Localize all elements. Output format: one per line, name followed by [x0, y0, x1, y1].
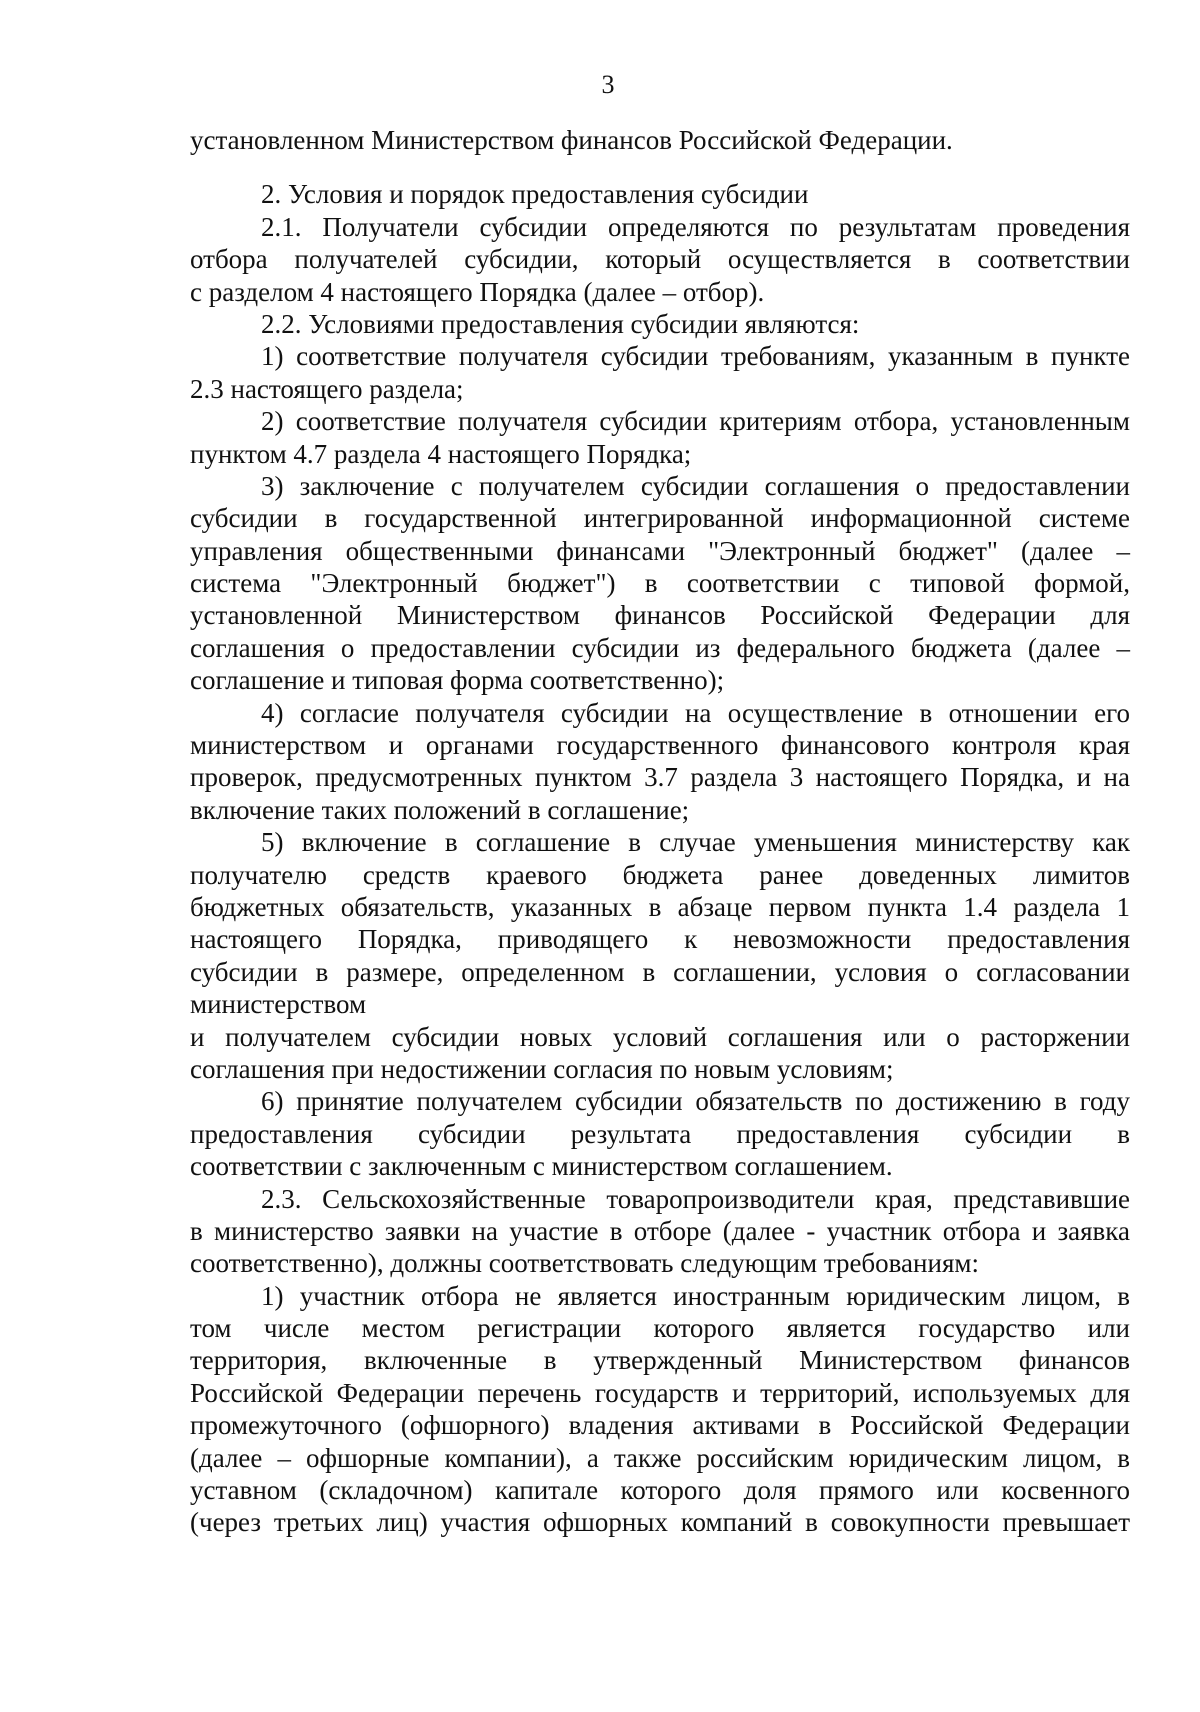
- text-line: территория, включенные в утвержденный Министерством финансов: [190, 1345, 1130, 1376]
- page-number: 3: [601, 70, 615, 99]
- text-line: включение таких положений в соглашение;: [190, 794, 690, 825]
- text-line: соглашения при недостижении согласия по новым условиям;: [190, 1053, 894, 1084]
- text-line: управления общественными финансами "Электронный бюджет" (далее –: [190, 535, 1130, 566]
- text-line: соответственно), должны соответствовать следующим требованиям:: [190, 1248, 979, 1279]
- text-line: в министерство заявки на участие в отборе (далее - участник отбора и заявка: [190, 1215, 1130, 1246]
- text-line: 5) включение в соглашение в случае уменьшения министерству как: [261, 827, 1130, 858]
- text-line: 2.2. Условиями предоставления субсидии являются:: [261, 308, 860, 339]
- text-line: (через третьих лиц) участия офшорных компаний в совокупности превышает: [190, 1507, 1130, 1538]
- text-line: установленной Министерством финансов Российской Федерации для: [190, 600, 1130, 631]
- text-line: 2) соответствие получателя субсидии критериям отбора, установленным: [261, 406, 1130, 437]
- text-line: получателю средств краевого бюджета ранее доведенных лимитов: [190, 859, 1130, 890]
- text-line: министерством и органами государственного финансового контроля края: [190, 730, 1130, 761]
- text-line: бюджетных обязательств, указанных в абзаце первом пункта 1.4 раздела 1: [190, 891, 1130, 922]
- text-line: 6) принятие получателем субсидии обязательств по достижению в году: [261, 1086, 1130, 1117]
- text-line: уставном (складочном) капитале которого доля прямого или косвенного: [190, 1475, 1130, 1506]
- text-line: 2.3. Сельскохозяйственные товаропроизводители края, представившие: [261, 1183, 1130, 1214]
- text-line: Российской Федерации перечень государств и территорий, используемых для: [190, 1377, 1130, 1408]
- text-line: соглашение и типовая форма соответственно);: [190, 665, 725, 696]
- text-line: 2.3 настоящего раздела;: [190, 373, 464, 404]
- text-line: настоящего Порядка, приводящего к невозможности предоставления: [190, 924, 1130, 955]
- text-line: 1) участник отбора не является иностранным юридическим лицом, в: [261, 1280, 1130, 1311]
- text-line: субсидии в государственной интегрированной информационной системе: [190, 503, 1130, 534]
- text-line: министерством: [190, 989, 367, 1020]
- text-line: пунктом 4.7 раздела 4 настоящего Порядка;: [190, 438, 692, 469]
- text-line: отбора получателей субсидии, который осуществляется в соответствии: [190, 244, 1130, 275]
- text-line: субсидии в размере, определенном в соглашении, условия о согласовании: [190, 956, 1130, 987]
- text-line: том числе местом регистрации которого является государство или: [190, 1313, 1130, 1344]
- text-line: система "Электронный бюджет") в соответствии с типовой формой,: [190, 568, 1130, 599]
- text-line: промежуточного (офшорного) владения активами в Российской Федерации: [190, 1410, 1130, 1441]
- text-line: соглашения о предоставлении субсидии из федерального бюджета (далее –: [190, 632, 1130, 663]
- document-body: [190, 124, 1130, 1539]
- text-line: предоставления субсидии результата предоставления субсидии в: [190, 1118, 1130, 1149]
- text-line: соответствии с заключенным с министерством соглашением.: [190, 1151, 893, 1182]
- text-line: 2. Условия и порядок предоставления субсидии: [261, 179, 809, 210]
- text-line: (далее – офшорные компании), а также российским юридическим лицом, в: [190, 1442, 1130, 1473]
- text-line: 3) заключение с получателем субсидии соглашения о предоставлении: [261, 470, 1130, 501]
- text-line: и получателем субсидии новых условий соглашения или о расторжении: [190, 1021, 1130, 1052]
- text-line: установленном Министерством финансов Российской Федерации.: [190, 125, 953, 155]
- text-line: с разделом 4 настоящего Порядка (далее – отбор).: [190, 276, 765, 307]
- text-line: 1) соответствие получателя субсидии требованиям, указанным в пункте: [261, 341, 1130, 372]
- text-line: 4) согласие получателя субсидии на осуществление в отношении его: [261, 697, 1130, 728]
- text-line: проверок, предусмотренных пунктом 3.7 раздела 3 настоящего Порядка, и на: [190, 762, 1130, 793]
- text-line: 2.1. Получатели субсидии определяются по результатам проведения: [261, 211, 1130, 242]
